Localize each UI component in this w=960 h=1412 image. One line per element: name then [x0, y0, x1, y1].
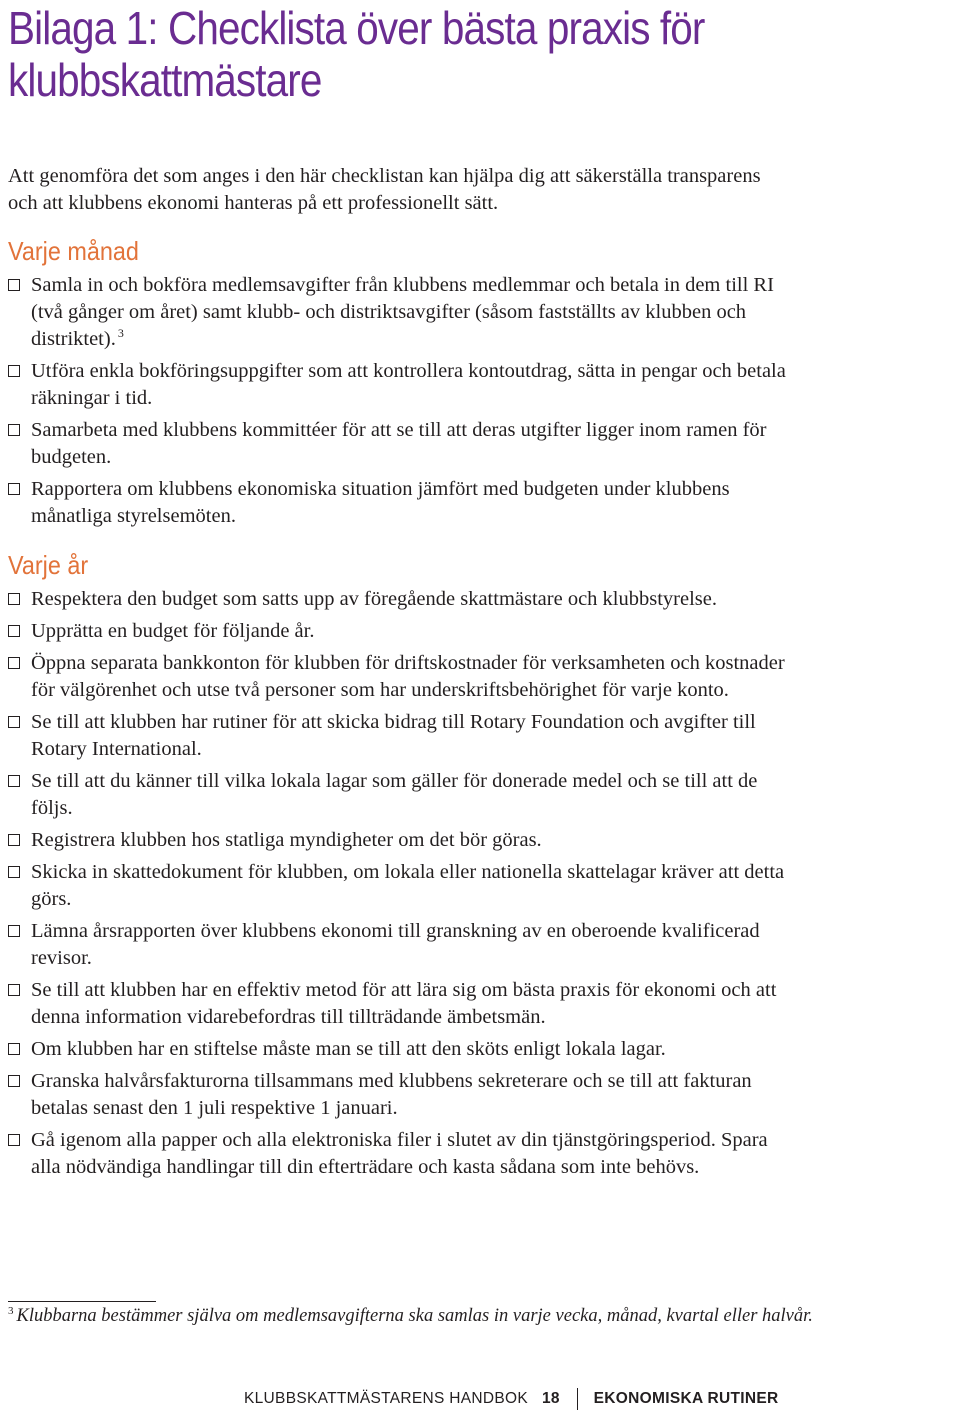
checklist-item	[8, 709, 958, 763]
checklist-item-text: (två gånger om året) samt klubb- och distriktsavgifter (såsom fastställts av klubben och	[31, 301, 747, 323]
checklist-item	[8, 586, 958, 613]
checkbox[interactable]	[8, 593, 20, 605]
page-footer	[244, 1386, 778, 1412]
checklist-monthly	[8, 272, 958, 535]
page-title	[8, 2, 835, 106]
footer-page-number: 18	[542, 1390, 560, 1407]
checkbox[interactable]	[8, 775, 20, 787]
checklist-item-text: betalas senast den 1 juli respektive 1 januari.	[31, 1097, 398, 1119]
checklist-item-text: Registrera klubben hos statliga myndigheter om det bör göras.	[31, 829, 542, 851]
checklist-item	[8, 272, 958, 353]
checklist-item-text: Samla in och bokföra medlemsavgifter från klubbens medlemmar och betala in dem till RI	[31, 274, 774, 296]
checkbox[interactable]	[8, 866, 20, 878]
checklist-item-text: Lämna årsrapporten över klubbens ekonomi till granskning av en oberoende kvalificerad	[31, 920, 760, 942]
footer-chapter: EKONOMISKA RUTINER	[593, 1390, 779, 1407]
checkbox[interactable]	[8, 984, 20, 996]
footer-book-title: KLUBBSKATTMÄSTARENS HANDBOK	[244, 1390, 528, 1407]
footnote-text: Klubbarna bestämmer själva om medlemsavgifterna ska samlas in varje vecka, månad, kvartal eller halvår.	[16, 1306, 813, 1326]
checklist-item	[8, 1068, 958, 1122]
section-heading-monthly: Varje månad	[8, 236, 139, 266]
checklist-item-text: denna information vidarebefordras till tillträdande ämbetsmän.	[31, 1006, 546, 1028]
checklist-item	[8, 417, 958, 471]
footnote	[8, 1303, 813, 1329]
checklist-item-text	[31, 326, 958, 353]
checklist-item-text: Samarbeta med klubbens kommittéer för att se till att deras utgifter ligger inom ramen för	[31, 419, 767, 441]
checklist-item-text: revisor.	[31, 947, 92, 969]
checkbox[interactable]	[8, 657, 20, 669]
footnote-reference: 3	[117, 326, 124, 341]
intro-line-2: och att klubbens ekonomi hanteras på ett professionellt sätt.	[8, 192, 499, 214]
checklist-item	[8, 1036, 958, 1063]
intro-paragraph	[8, 163, 953, 217]
checklist-item-text: för välgörenhet och utse två personer som har underskriftsbehörighet för varje konto.	[31, 679, 729, 701]
checkbox[interactable]	[8, 834, 20, 846]
checklist-item-text: budgeten.	[31, 446, 112, 468]
checklist-item-text: följs.	[31, 797, 73, 819]
checklist-item-text: Se till att du känner till vilka lokala lagar som gäller för donerade medel och se till att de	[31, 770, 758, 792]
checklist-item-text: räkningar i tid.	[31, 387, 153, 409]
checkbox[interactable]	[8, 279, 20, 291]
checklist-item	[8, 618, 958, 645]
checklist-item-text: Granska halvårsfakturorna tillsammans med klubbens sekreterare och se till att fakturan	[31, 1070, 752, 1092]
footer-divider	[577, 1388, 578, 1410]
checkbox[interactable]	[8, 925, 20, 937]
footnote-mark: 3	[8, 1304, 14, 1317]
checklist-item	[8, 918, 958, 972]
section-heading-yearly: Varje år	[8, 550, 89, 580]
checkbox[interactable]	[8, 483, 20, 495]
checklist-item-text: Rapportera om klubbens ekonomiska situation jämfört med budgeten under klubbens	[31, 478, 730, 500]
footnote-divider	[8, 1301, 156, 1302]
checkbox[interactable]	[8, 365, 20, 377]
checklist-item	[8, 768, 958, 822]
checklist-item-text: görs.	[31, 888, 72, 910]
page-title-line-1: Bilaga 1: Checklista över bästa praxis för	[8, 2, 705, 54]
checklist-item	[8, 1127, 958, 1181]
checklist-item	[8, 476, 958, 530]
checklist-item-text: Se till att klubben har rutiner för att skicka bidrag till Rotary Foundation och avgifter till	[31, 711, 756, 733]
checklist-item-text-segment: distriktet).	[31, 328, 116, 350]
checklist-item-text: Upprätta en budget för följande år.	[31, 620, 315, 642]
checklist-item-text: Om klubben har en stiftelse måste man se till att den sköts enligt lokala lagar.	[31, 1038, 666, 1060]
intro-line-1: Att genomföra det som anges i den här checklistan kan hjälpa dig att säkerställa transparens	[8, 165, 761, 187]
checklist-item-text: Skicka in skattedokument för klubben, om lokala eller nationella skattelagar kräver att detta	[31, 861, 785, 883]
checklist-item-text: Rotary International.	[31, 738, 202, 760]
checklist-item	[8, 358, 958, 412]
checklist-item	[8, 650, 958, 704]
checklist-item	[8, 859, 958, 913]
checklist-item-text: månatliga styrelsemöten.	[31, 505, 236, 527]
checklist-item-text: Gå igenom alla papper och alla elektroniska filer i slutet av din tjänstgöringsperiod. Spara	[31, 1129, 768, 1151]
checkbox[interactable]	[8, 1075, 20, 1087]
checkbox[interactable]	[8, 625, 20, 637]
checklist-item-text: Utföra enkla bokföringsuppgifter som att kontrollera kontoutdrag, sätta in pengar och betala	[31, 360, 786, 382]
checklist-item-text: alla nödvändiga handlingar till din efterträdare och kasta sådana som inte behövs.	[31, 1156, 700, 1178]
page-title-line-2: klubbskattmästare	[8, 54, 322, 106]
checkbox[interactable]	[8, 716, 20, 728]
checkbox[interactable]	[8, 1134, 20, 1146]
checkbox[interactable]	[8, 1043, 20, 1055]
checklist-item-text: Respektera den budget som satts upp av föregående skattmästare och klubbstyrelse.	[31, 588, 717, 610]
checkbox[interactable]	[8, 424, 20, 436]
checklist-item-text: Se till att klubben har en effektiv metod för att lära sig om bästa praxis för ekonomi och att	[31, 979, 777, 1001]
checklist-yearly	[8, 586, 958, 1186]
checklist-item-text: Öppna separata bankkonton för klubben för driftskostnader för verksamheten och kostnader	[31, 652, 785, 674]
checklist-item	[8, 977, 958, 1031]
checklist-item	[8, 827, 958, 854]
